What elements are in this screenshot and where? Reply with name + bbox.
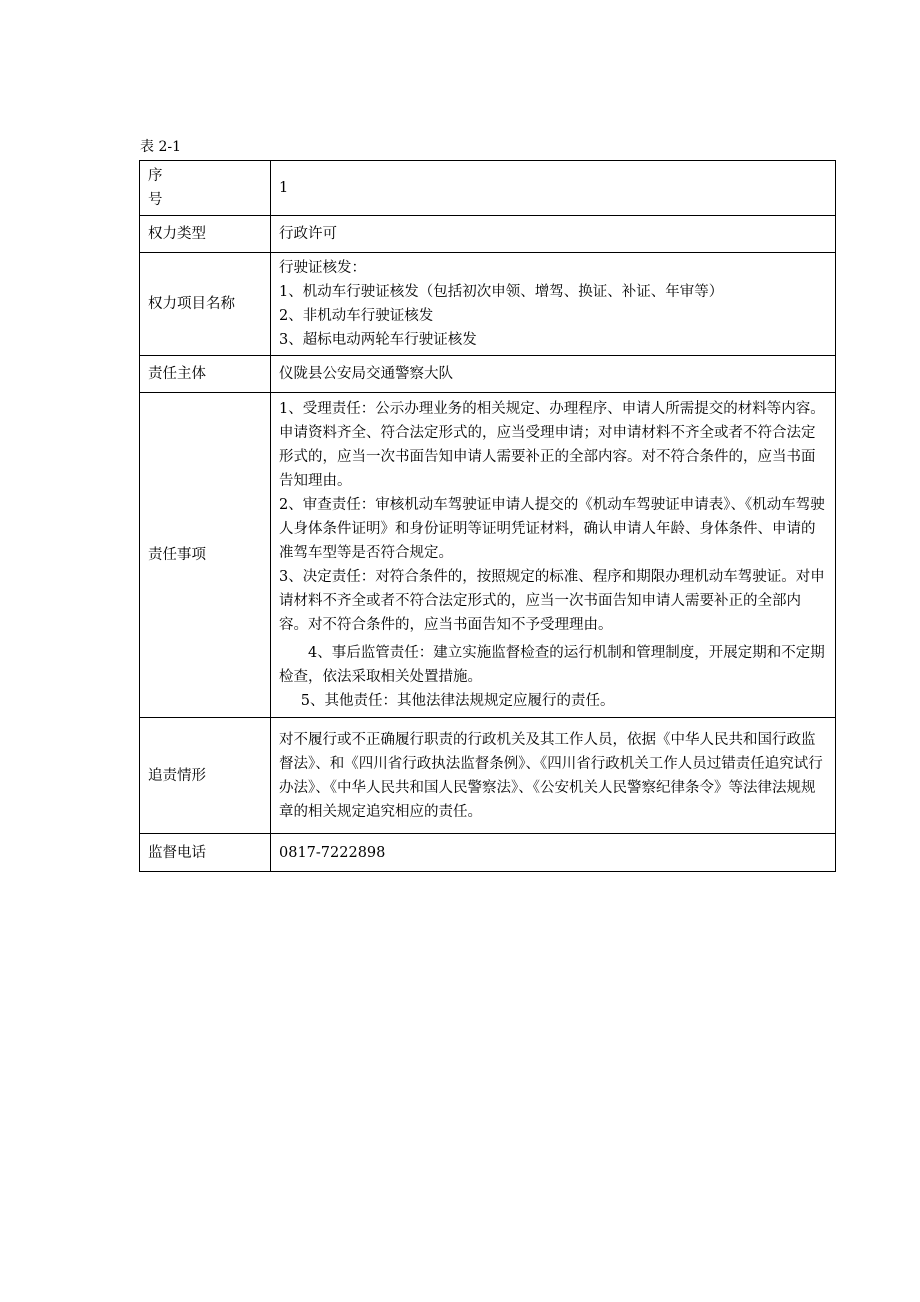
table-row-item-name [140, 253, 836, 356]
item-name-line: 3、超标电动两轮车行驶证核发 [279, 332, 477, 348]
matters-paragraph: 1、受理责任：公示办理业务的相关规定、办理程序、申请人所需提交的材料等内容。申请资料齐全、符合法定形式的，应当受理申请；对申请材料不齐全或者不符合法定形式的，应当一次书面告知申请人需要补正的全部内容。对不符合条件的，应当书面告知理由。 [279, 401, 825, 489]
row-value-phone: 0817-7222898 [271, 834, 836, 872]
item-name-line: 1、机动车行驶证核发（包括初次申领、增驾、换证、补证、年审等） [279, 284, 724, 300]
matters-paragraph: 4、事后监管责任：建立实施监督检查的运行机制和管理制度，开展定期和不定期检查，依法采取相关处置措施。 [279, 645, 825, 685]
item-name-line: 行驶证核发： [279, 260, 366, 276]
row-label-subject: 责任主体 [140, 356, 271, 393]
table-row-matters [140, 393, 836, 718]
row-label-accountability: 追责情形 [140, 718, 271, 834]
seq-label: 序 号 [148, 168, 191, 208]
table-row-subject [140, 356, 836, 393]
row-value-accountability: 对不履行或不正确履行职责的行政机关及其工作人员，依据《中华人民共和国行政监督法》、和《四川省行政执法监督条例》、《四川省行政机关工作人员过错责任追究试行办法》、《中华人民共和国人民警察法》、《公安机关人民警察纪律条令》等法律法规规章的相关规定追究相应的责任。 [271, 718, 836, 834]
matters-paragraph: 3、决定责任：对符合条件的，按照规定的标准、程序和期限办理机动车驾驶证。对申请材料不齐全或者不符合法定形式的，应当一次书面告知申请人需要补正的全部内容。对不符合条件的，应当书面告知不予受理理由。 [279, 569, 825, 633]
table-row-accountability [140, 718, 836, 834]
table-row-phone [140, 834, 836, 872]
matters-paragraph: 5、其他责任：其他法律法规规定应履行的责任。 [300, 693, 615, 709]
matters-paragraph: 2、审查责任：审核机动车驾驶证申请人提交的《机动车驾驶证申请表》、《机动车驾驶人身体条件证明》和身份证明等证明凭证材料，确认申请人年龄、身体条件、申请的准驾车型等是否符合规定。 [279, 497, 825, 561]
table-row-seq [140, 161, 836, 216]
table-caption: 表 2-1 [140, 139, 181, 155]
row-value-type: 行政许可 [271, 216, 836, 253]
row-value-matters [271, 393, 836, 718]
row-label-type: 权力类型 [140, 216, 271, 253]
responsibility-table [139, 160, 836, 872]
row-label-matters: 责任事项 [140, 393, 271, 718]
row-value-item-name [271, 253, 836, 356]
row-value-seq: 1 [271, 161, 836, 216]
row-value-subject: 仪陇县公安局交通警察大队 [271, 356, 836, 393]
item-name-line: 2、非机动车行驶证核发 [279, 308, 434, 324]
row-label-item-name: 权力项目名称 [140, 253, 271, 356]
row-label-phone: 监督电话 [140, 834, 271, 872]
table-row-type [140, 216, 836, 253]
row-label-seq [140, 161, 271, 216]
